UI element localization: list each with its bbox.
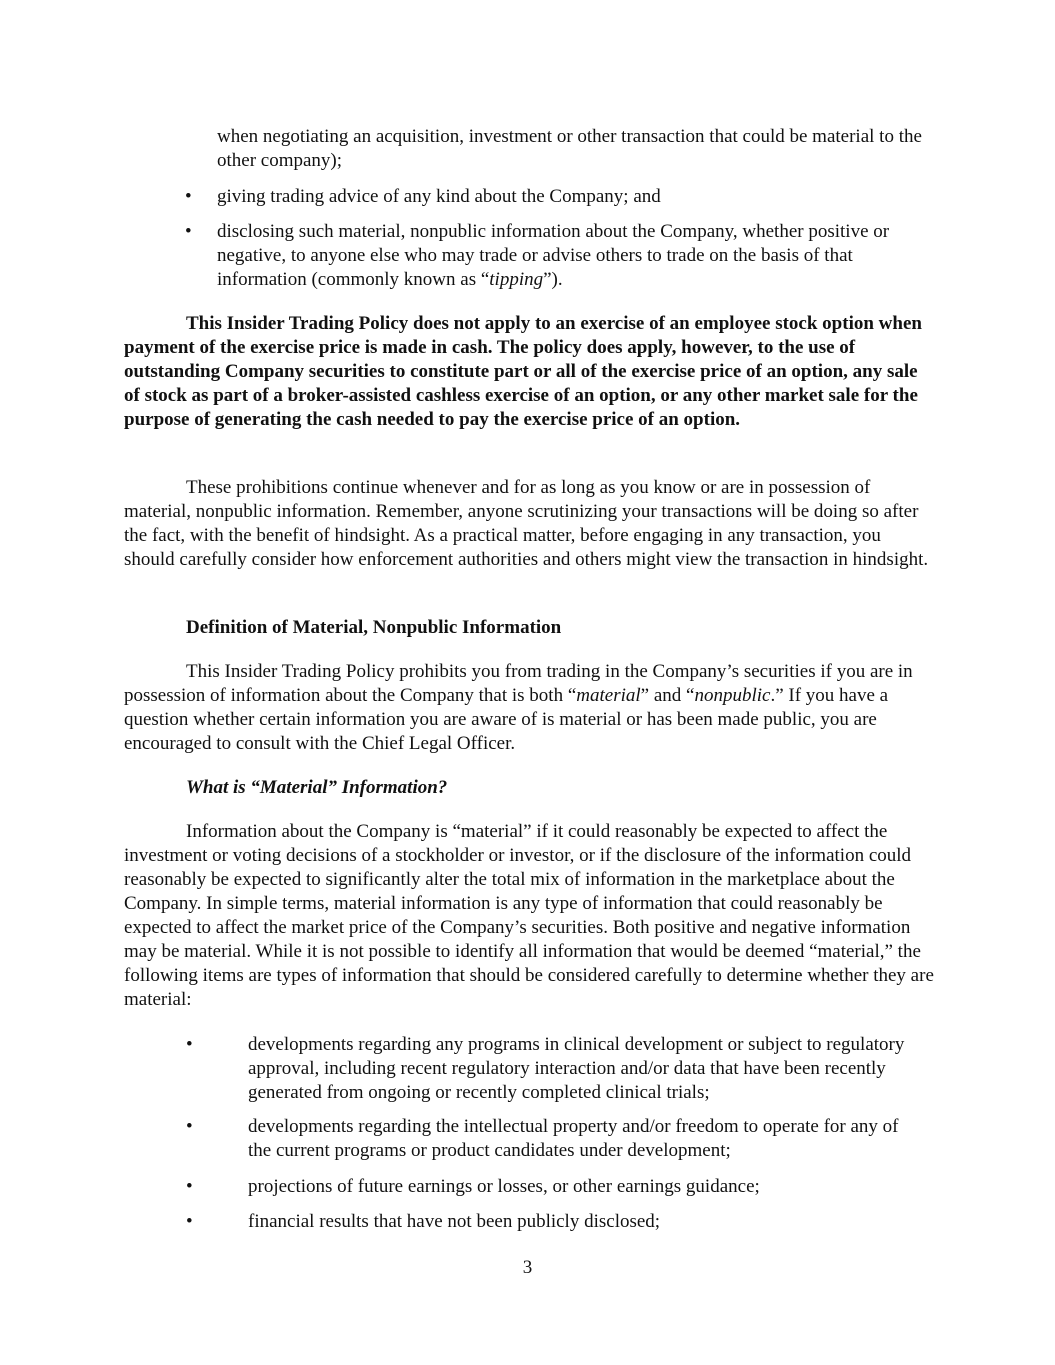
prohibitions-paragraph: These prohibitions continue whenever and for as long as you know or are in possession of material, nonpublic information. Remember, anyone scrutinizing your transactions will be doing so after the fact, with the benefit of hindsight. As a practical matter, before engaging in any transaction, you should carefully consider how enforcement authorities and others might view the transaction in hindsight.	[124, 477, 929, 570]
list-item-text: projections of future earnings or losses, or other earnings guidance;	[248, 1176, 760, 1197]
list-item-text-part: disclosing such material, nonpublic information about the Company, whether positive or negative, to anyone else who may trade or advise others to trade on the basis of that information (commonly known as “	[217, 221, 890, 290]
list-item	[186, 1115, 916, 1163]
list-item	[185, 185, 925, 209]
list-item-text: giving trading advice of any kind about the Company; and	[217, 186, 661, 207]
paragraph-text-part: This Insider Trading Policy prohibits you from trading in the Company’s securities if you are in possession of information about the Company that is both “	[124, 661, 913, 706]
section-heading: Definition of Material, Nonpublic Information	[186, 617, 562, 638]
material-paragraph: Information about the Company is “material” if it could reasonably be expected to affect the investment or voting decisions of a stockholder or investor, or if the disclosure of the information could reasonably be expected to significantly alter the total mix of information in the marketplace about the Company. In simple terms, material information is any type of information that could reasonably be expected to affect the market price of the Company’s securities. Both positive and negative information may be material. While it is not possible to identify all information that would be deemed “material,” the following items are types of information that should be considered carefully to determine whether they are material:	[124, 821, 934, 1010]
list-item-text-part: ”).	[543, 269, 563, 290]
bold-policy-paragraph: This Insider Trading Policy does not apply to an exercise of an employee stock option when payment of the exercise price is made in cash. The policy does apply, however, to the use of outstanding Company securities to constitute part or all of the exercise price of an option, any sale of stock as part of a broker-assisted cashless exercise of an option, or any other market sale for the purpose of generating the cash needed to pay the exercise price of an option.	[124, 313, 922, 430]
emphasis-term: material	[576, 685, 641, 706]
emphasis-term: nonpublic	[694, 685, 771, 706]
bullet-marker: •	[185, 221, 192, 242]
definition-paragraph	[124, 660, 934, 756]
emphasis-term: tipping	[489, 269, 544, 290]
bullet-marker: •	[186, 1034, 193, 1055]
subsection-heading: What is “Material” Information?	[186, 777, 448, 798]
list-item-text: financial results that have not been publicly disclosed;	[248, 1211, 661, 1232]
list-item	[186, 1210, 916, 1234]
bullet-marker: •	[186, 1116, 193, 1137]
page-number: 3	[522, 1257, 533, 1278]
bullet-marker: •	[186, 1176, 193, 1197]
list-item-text: developments regarding any programs in clinical development or subject to regulatory approval, including recent regulatory interaction and/or data that have been recently generated from ongoing or recently completed clinical trials;	[248, 1034, 905, 1103]
continuation-text: when negotiating an acquisition, investment or other transaction that could be material to the other company);	[217, 126, 922, 171]
list-item	[186, 1175, 916, 1199]
list-item	[185, 220, 930, 292]
paragraph-text-part: ” and “	[640, 685, 695, 706]
list-item-text: developments regarding the intellectual property and/or freedom to operate for any of the current programs or product candidates under development;	[248, 1116, 899, 1161]
paragraph-text-part: .” If you have a question whether certain information you are aware of is material or has been made public, you are encouraged to consult with the Chief Legal Officer.	[124, 685, 889, 754]
list-item	[186, 1033, 916, 1105]
bullet-marker: •	[186, 1211, 193, 1232]
bullet-marker: •	[185, 186, 192, 207]
list-item-text	[217, 220, 930, 292]
